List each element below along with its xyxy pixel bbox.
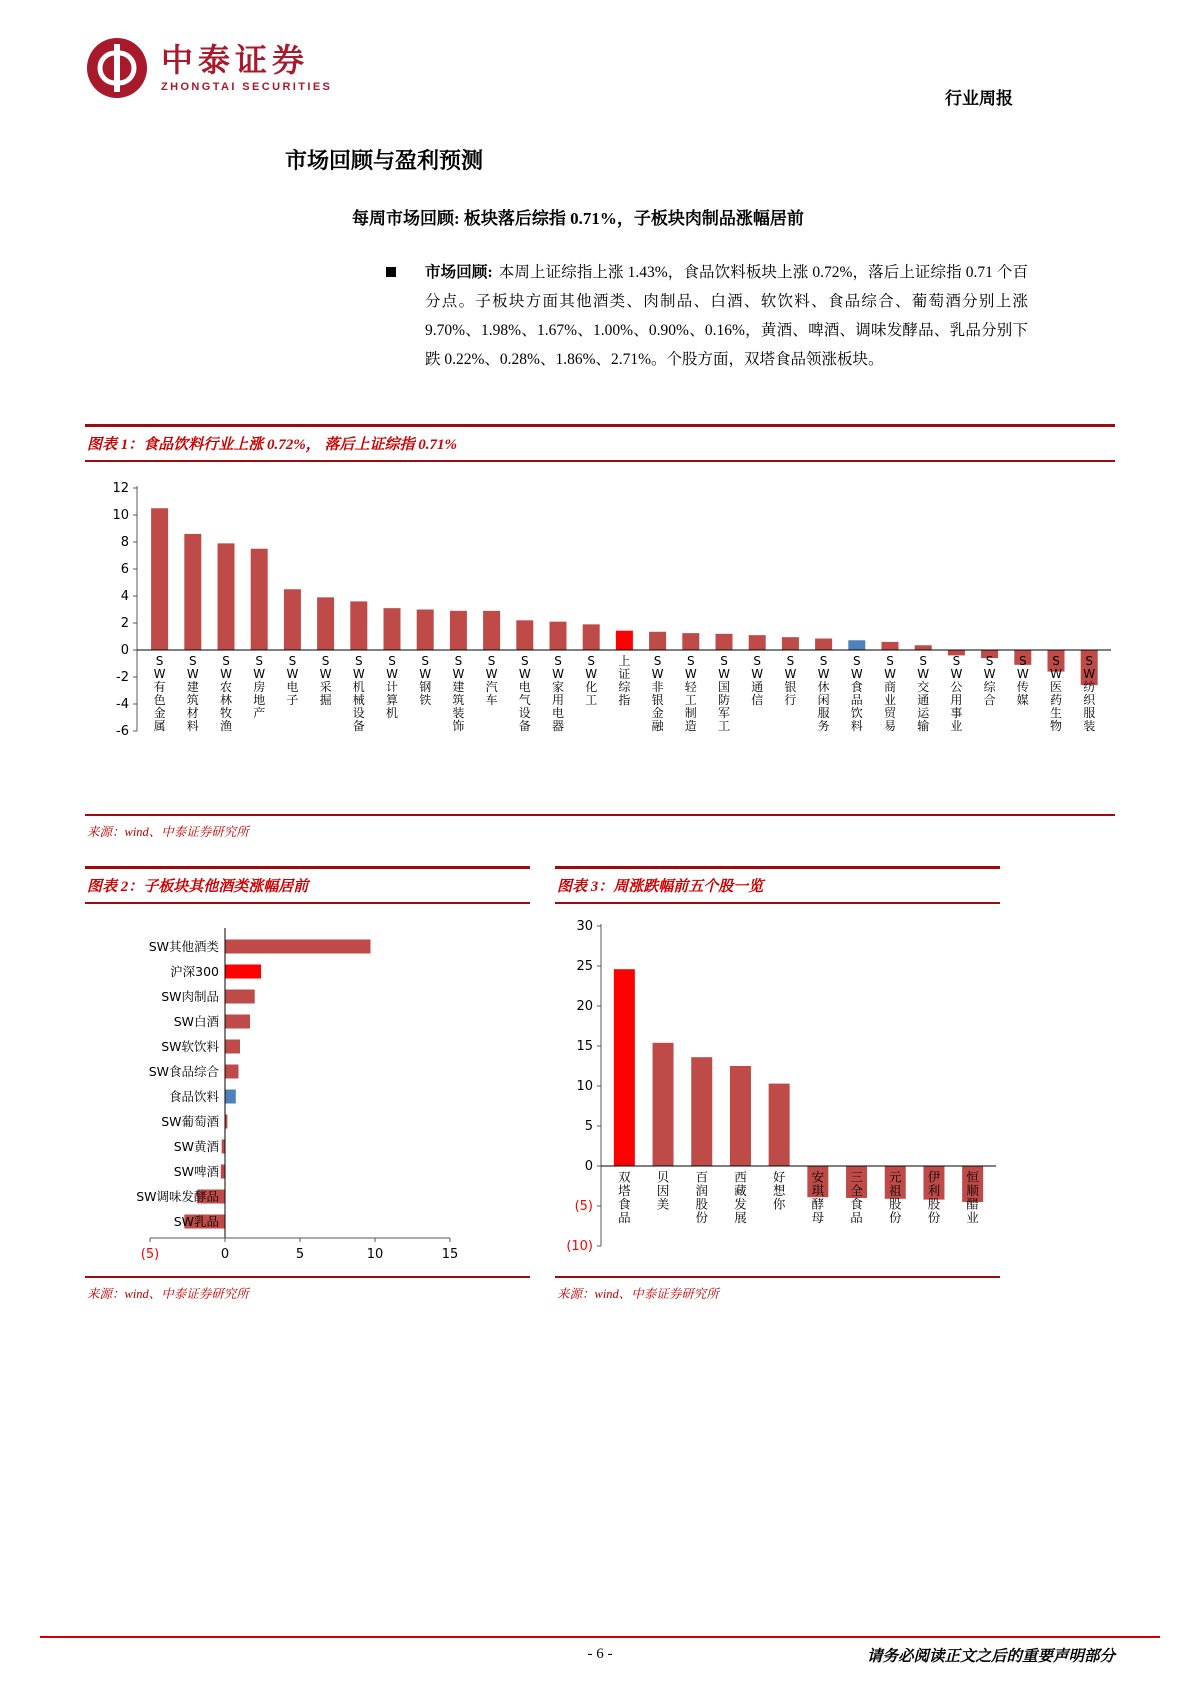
bar-label-char: S	[587, 654, 596, 668]
bar-label-char: 饮	[850, 706, 863, 720]
bar-label-char: 食	[850, 680, 863, 694]
bar-label-char: W	[884, 667, 896, 681]
bar-label-char: 份	[888, 1210, 902, 1225]
figure2-chart	[85, 904, 530, 1264]
bar-label-char: 铁	[419, 693, 432, 707]
bar-label-char: 色	[153, 693, 166, 707]
bar-label-char: 藏	[734, 1183, 747, 1198]
bar-label-char: S	[819, 654, 828, 668]
bar-label: SW软饮料	[161, 1039, 219, 1054]
svg-text:(5): (5)	[140, 1247, 160, 1262]
bar-label-char: 醋	[966, 1196, 979, 1212]
bar-label-char: 算	[385, 693, 399, 707]
bar-label-char: 易	[883, 719, 897, 733]
bar-label-char: S	[188, 654, 197, 668]
bar-label-char: 用	[551, 693, 565, 707]
bar-label: SW肉制品	[161, 989, 219, 1004]
footer-disclaimer: 请务必阅读正文之后的重要声明部分	[866, 1648, 1115, 1665]
bar-label-char: W	[684, 667, 697, 681]
bar-label-char: 西	[734, 1169, 747, 1185]
bar	[882, 642, 899, 650]
bar-label-char: S	[321, 654, 330, 668]
bar-label-char: 三	[850, 1169, 863, 1185]
svg-text:10: 10	[112, 508, 129, 523]
svg-text:25: 25	[576, 959, 593, 974]
bar-label-char: 通	[917, 693, 930, 707]
bar-label-char: 想	[772, 1183, 786, 1198]
bar-label-char: 公	[950, 680, 963, 694]
bar-label-char: 好	[772, 1169, 786, 1185]
market-review-paragraph	[425, 258, 1028, 374]
bar	[221, 1165, 225, 1179]
bar-label-char: 采	[319, 680, 332, 694]
svg-text:4: 4	[120, 589, 129, 604]
bar-label-char: W	[651, 667, 664, 681]
bar-label-char: 事	[950, 706, 963, 720]
report-type-label: 行业周报	[945, 89, 1013, 108]
bar-label-char: W	[585, 667, 598, 681]
bar-label-char: W	[552, 667, 564, 681]
bar	[749, 635, 766, 650]
bar-label-char: 伊	[927, 1169, 941, 1185]
bar-label-char: W	[319, 667, 332, 681]
svg-text:10: 10	[576, 1079, 593, 1094]
bar-label-char: 因	[656, 1183, 670, 1198]
bar-label-char: 安	[811, 1169, 825, 1185]
bar-label-char: 交	[917, 680, 930, 694]
bar-label-char: S	[1085, 654, 1094, 668]
bar-label: SW葡萄酒	[161, 1114, 219, 1129]
figure2	[85, 866, 530, 1304]
bar	[417, 610, 434, 651]
bar-label-char: 工	[585, 693, 598, 707]
bar-label-char: W	[718, 667, 730, 681]
svg-text:0: 0	[120, 643, 129, 658]
svg-text:6: 6	[120, 562, 129, 577]
bar-label-char: 子	[286, 693, 299, 707]
bar-label-char: 琪	[811, 1183, 825, 1198]
bar-label-char: 电	[551, 706, 565, 720]
bar-label-char: 钢	[419, 680, 432, 694]
bar-label-char: S	[487, 654, 496, 668]
svg-text:-6: -6	[116, 724, 129, 739]
svg-text:12: 12	[112, 481, 129, 496]
bar	[583, 624, 600, 650]
bar-label-char: 合	[983, 693, 996, 707]
bar-label-char: 房	[253, 680, 266, 694]
bar	[151, 508, 168, 650]
bar-label-char: 牧	[219, 706, 233, 720]
bar-label-char: S	[354, 654, 363, 668]
bar-label-char: 业	[950, 719, 963, 733]
bar-label: SW啤酒	[173, 1164, 219, 1179]
bar-label: SW乳品	[173, 1214, 219, 1229]
market-review-label: 市场回顾:	[425, 264, 493, 281]
bar-label: SW黄酒	[173, 1139, 219, 1154]
bar-label-char: 装	[452, 706, 465, 720]
bar-label-char: 农	[219, 680, 233, 694]
bar-label-char: 融	[651, 719, 664, 733]
bar-label-char: 气	[518, 693, 531, 707]
bar-label-char: 有	[153, 680, 166, 694]
bar-label-char: W	[850, 667, 863, 681]
bar-label-char: 工	[684, 693, 697, 707]
bar-label: SW食品综合	[148, 1064, 219, 1079]
bar-label-char: S	[686, 654, 695, 668]
market-review-text: 本周上证综指上涨 1.43%，食品饮料板块上涨 0.72%，落后上证综指 0.71 个百分点。子板块方面其他酒类、肉制品、白酒、软饮料、食品综合、葡萄酒分别上涨 9.70%、1.98%、1.67%、1.00%、0.90%、0.16%，黄酒、啤酒、调味发酵品、乳品分别下跌 0.22%、0.28%、1.86%、2.71%。个股方面，双塔食品领涨板块。	[425, 264, 1028, 368]
bar-label-char: S	[886, 654, 894, 668]
bar	[769, 1084, 790, 1166]
bar-label-char: W	[220, 667, 232, 681]
bar-label-char: S	[786, 654, 795, 668]
market-review-bullet	[386, 258, 1028, 374]
bar-label-char: 品	[618, 1210, 631, 1225]
bar-label-char: W	[917, 667, 930, 681]
bar-label-char: S	[852, 654, 861, 668]
bar-label-char: 商	[883, 680, 897, 694]
bar-label-char: S	[554, 654, 562, 668]
bar	[284, 589, 301, 650]
bar-label-char: 润	[695, 1183, 709, 1198]
bar-label-char: S	[454, 654, 463, 668]
bar-label-char: 展	[734, 1210, 747, 1225]
bar-label-char: 服	[817, 706, 830, 720]
bar-label-char: W	[784, 667, 797, 681]
bar-label-char: 综	[983, 680, 996, 694]
figure3-chart	[555, 904, 1000, 1264]
bar-label-char: 业	[883, 693, 897, 707]
bar-label: 食品饮料	[168, 1089, 219, 1104]
bar-label-char: 制	[684, 706, 697, 720]
bar	[225, 1040, 240, 1054]
svg-text:5: 5	[295, 1247, 305, 1262]
bar-label-char: S	[653, 654, 662, 668]
bar-label-char: 上	[618, 654, 631, 668]
svg-text:(10): (10)	[566, 1239, 593, 1254]
bar-label-char: 建	[452, 680, 465, 694]
bar-label-char: 筑	[186, 693, 199, 707]
bar	[915, 645, 932, 650]
bar-label-char: 发	[734, 1196, 747, 1212]
zhongtai-logo	[85, 36, 332, 100]
section-subtitle: 每周市场回顾: 板块落后综指 0.71%，子板块肉制品涨幅居前	[352, 209, 804, 228]
svg-text:10: 10	[366, 1247, 384, 1262]
bar-label-char: W	[352, 667, 365, 681]
bar	[730, 1066, 751, 1166]
bar	[251, 549, 268, 650]
bar-label-char: W	[950, 667, 963, 681]
bar-label-char: 服	[1083, 706, 1096, 720]
bar-label-char: 械	[352, 693, 365, 707]
zhongtai-logo-icon	[85, 36, 149, 100]
bar-label-char: 份	[695, 1210, 709, 1225]
bar-label-char: S	[155, 654, 164, 668]
bar-label-char: S	[753, 654, 762, 668]
bar-label-char: 材	[186, 706, 199, 720]
bar	[184, 534, 201, 650]
bar-label-char: 纺	[1083, 680, 1096, 694]
bar-label-char: 传	[1016, 680, 1029, 694]
bar	[225, 990, 255, 1004]
svg-text:15: 15	[441, 1247, 459, 1262]
bar-label-char: 器	[551, 719, 565, 733]
bar-label-char: 百	[695, 1169, 709, 1185]
bar-label-char: 贝	[656, 1169, 670, 1185]
figure3-title: 图表 3：周涨跌幅前五个股一览	[555, 866, 1000, 904]
bar-label-char: 军	[717, 706, 731, 720]
bar-label-char: 机	[385, 706, 399, 720]
bar-label-char: 建	[186, 680, 199, 694]
bar-label-char: 装	[1083, 719, 1096, 733]
bar	[815, 639, 832, 650]
bar-label: SW其他酒类	[148, 939, 219, 954]
bar-label-char: 恒	[966, 1169, 979, 1185]
bar-label-char: 你	[772, 1196, 786, 1212]
bar-label-char: 计	[385, 680, 399, 694]
bar-label-char: 通	[751, 680, 764, 694]
bar-label-char: 林	[219, 693, 233, 707]
bar	[225, 1065, 239, 1079]
bar-label-char: 休	[817, 680, 830, 694]
bar-label-char: 轻	[684, 680, 697, 694]
bar-label-char: 闲	[817, 693, 830, 707]
bar-label-char: 医	[1049, 680, 1063, 694]
bar-label-char: 筑	[452, 693, 465, 707]
bar-label-char: 非	[651, 680, 664, 694]
svg-text:0: 0	[220, 1247, 230, 1262]
bar-label-char: W	[1016, 667, 1029, 681]
bar-label-char: S	[919, 654, 928, 668]
bar-label-char: 造	[684, 719, 697, 733]
bar	[682, 633, 699, 650]
bar-label-char: 美	[656, 1196, 670, 1212]
figure1	[85, 424, 1115, 842]
bar	[225, 1090, 236, 1104]
svg-text:20: 20	[576, 999, 593, 1014]
bar-label-char: W	[983, 667, 996, 681]
bar	[649, 632, 666, 650]
svg-text:30: 30	[576, 919, 593, 934]
bar-label-char: 顺	[966, 1183, 979, 1198]
figure3	[555, 866, 1000, 1304]
bar-label-char: 电	[286, 680, 299, 694]
bar-label-char: 汽	[485, 680, 498, 694]
bar-label-char: 祖	[888, 1183, 902, 1198]
bar-label-char: 指	[618, 693, 631, 707]
bar-label-char: 备	[352, 719, 365, 733]
bar-label-char: 备	[518, 719, 531, 733]
bar-label-char: S	[222, 654, 230, 668]
bar-label-char: 股	[888, 1196, 902, 1212]
bar-label-char: 业	[966, 1210, 979, 1225]
bar-label-char: 药	[1049, 693, 1063, 707]
bar-label-char: S	[1052, 654, 1060, 668]
bar-label-char: 渔	[219, 719, 233, 733]
bar-label-char: W	[751, 667, 764, 681]
svg-text:-2: -2	[116, 670, 129, 685]
bullet-square-icon	[386, 267, 396, 277]
bar	[782, 637, 799, 650]
bar-label-char: 运	[917, 706, 930, 720]
bar-label-char: 品	[850, 1210, 863, 1225]
bar	[516, 620, 533, 650]
bar-label-char: W	[419, 667, 432, 681]
bar	[317, 597, 334, 650]
bar-label-char: 地	[253, 693, 266, 707]
bar-label-char: W	[452, 667, 465, 681]
bar-label-char: 股	[695, 1196, 709, 1212]
bar-label-char: S	[985, 654, 994, 668]
svg-text:-4: -4	[116, 697, 129, 712]
bar-label-char: W	[1050, 667, 1062, 681]
bar-label-char: 机	[352, 680, 365, 694]
logo-company-name-en: ZHONGTAI SECURITIES	[161, 81, 333, 94]
logo-company-name: 中泰证券	[161, 41, 310, 78]
bar-label-char: S	[255, 654, 264, 668]
bar-label-char: S	[1018, 654, 1027, 668]
bar-label-char: 塔	[618, 1183, 631, 1198]
bar	[225, 1015, 250, 1029]
bar-label-char: 车	[485, 693, 498, 707]
bar-label-char: 行	[784, 693, 797, 707]
bar-label-char: 电	[518, 680, 531, 694]
figure1-title: 图表 1：食品饮料行业上涨 0.72%， 落后上证综指 0.71%	[85, 424, 1115, 462]
page-title: 市场回顾与盈利预测	[285, 148, 484, 173]
bar-label-char: W	[186, 667, 199, 681]
bar-label-char: 产	[253, 706, 266, 720]
bar-label-char: 工	[717, 719, 731, 733]
bar-label-char: 家	[551, 680, 565, 694]
svg-text:0: 0	[584, 1159, 593, 1174]
bar-label-char: 织	[1083, 693, 1096, 707]
logo-text	[161, 43, 332, 93]
bar	[225, 965, 261, 979]
bar-label-char: 品	[850, 693, 863, 707]
bar	[691, 1057, 712, 1166]
bar	[616, 631, 633, 650]
bar-label-char: S	[520, 654, 529, 668]
bar	[218, 543, 235, 650]
bar-label-char: 媒	[1016, 693, 1029, 707]
bar	[450, 611, 467, 650]
bar-label: SW白酒	[173, 1014, 219, 1029]
bar-label: SW调味发酵品	[136, 1189, 219, 1204]
bar-label-char: 证	[618, 667, 631, 681]
bar-label-char: W	[153, 667, 166, 681]
bar-label-char: 用	[950, 693, 963, 707]
bar-label-char: W	[518, 667, 531, 681]
bar-label-char: 饰	[452, 719, 465, 733]
svg-text:2: 2	[120, 616, 129, 631]
footer-divider	[40, 1636, 1160, 1638]
figure1-chart	[85, 462, 1115, 814]
bar-label-char: 属	[153, 719, 166, 733]
bar-label-char: 防	[717, 693, 731, 707]
bar-label-char: 务	[817, 719, 830, 733]
bar-label-char: W	[286, 667, 299, 681]
bar-label-char: 金	[153, 706, 166, 720]
bar-label-char: 信	[751, 693, 764, 707]
bar	[384, 608, 401, 650]
bar-label-char: 酵	[811, 1196, 825, 1212]
bar-label-char: 贸	[883, 706, 897, 720]
bar-label-char: W	[1083, 667, 1096, 681]
bar-label-char: 母	[811, 1210, 825, 1225]
bar-label-char: W	[386, 667, 398, 681]
bar-label-char: 综	[618, 680, 631, 694]
bar-label-char: 元	[888, 1169, 902, 1185]
bar-label-char: S	[952, 654, 961, 668]
figure2-source: 来源：wind、中泰证券研究所	[85, 1276, 530, 1304]
figure1-source: 来源：wind、中泰证券研究所	[85, 814, 1115, 842]
bar-label-char: 股	[927, 1196, 941, 1212]
bar-label-char: 银	[651, 693, 664, 707]
svg-text:(5): (5)	[574, 1199, 593, 1214]
bar-label-char: 料	[186, 719, 199, 733]
bar	[483, 611, 500, 650]
bar-label-char: S	[288, 654, 297, 668]
figure2-title: 图表 2：子板块其他酒类涨幅居前	[85, 866, 530, 904]
bar-label-char: 输	[917, 719, 930, 733]
figure3-source: 来源：wind、中泰证券研究所	[555, 1276, 1000, 1304]
bar-label-char: 利	[927, 1183, 941, 1198]
bar-label-char: 生	[1049, 706, 1063, 720]
svg-text:15: 15	[576, 1039, 593, 1054]
bar-label-char: S	[421, 654, 430, 668]
bar	[848, 640, 865, 650]
bar-label-char: W	[485, 667, 498, 681]
bar-label-char: 食	[618, 1196, 631, 1212]
bar-label-char: S	[388, 654, 396, 668]
svg-text:5: 5	[584, 1119, 593, 1134]
bar-label-char: 金	[651, 706, 664, 720]
bar-label-char: 设	[352, 706, 365, 720]
bar-label-char: 双	[618, 1169, 631, 1185]
bar-label-char: 设	[518, 706, 531, 720]
bar	[614, 969, 635, 1166]
bar-label-char: 物	[1049, 719, 1063, 733]
bar-label-char: 料	[850, 719, 863, 733]
page-number: - 6 -	[587, 1646, 613, 1662]
bar-label-char: 食	[850, 1196, 863, 1212]
bar-label-char: 银	[784, 680, 797, 694]
bar-label-char: W	[817, 667, 830, 681]
bar-label-char: S	[720, 654, 728, 668]
bar-label-char: 掘	[319, 693, 332, 707]
bar-label-char: 国	[717, 680, 731, 694]
bar	[550, 622, 567, 650]
bar	[653, 1043, 674, 1166]
bar-label-char: 化	[585, 680, 598, 694]
svg-text:8: 8	[120, 535, 129, 550]
bar-label-char: 份	[927, 1210, 941, 1225]
bar-label: 沪深300	[170, 964, 219, 979]
bar	[225, 940, 371, 954]
bar-label-char: W	[253, 667, 266, 681]
bar	[350, 601, 367, 650]
bar	[716, 634, 733, 650]
bar-label-char: 全	[850, 1183, 863, 1198]
